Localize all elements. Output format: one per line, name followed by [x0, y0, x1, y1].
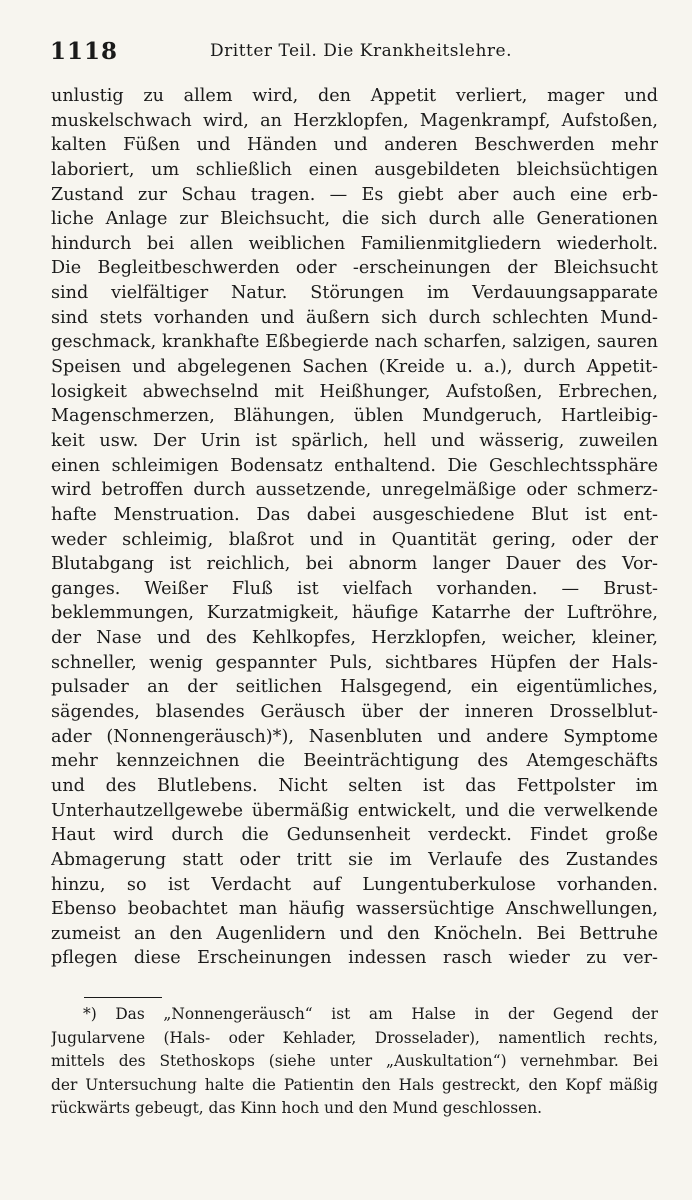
text-line: laboriert, um schließlich einen ausgebildeten bleichsüchtigen — [51, 159, 658, 180]
text-line: Magenschmerzen, Blähungen, üblen Mundgeruch, Hartleibig- — [51, 406, 658, 427]
text-line: kalten Füßen und Händen und anderen Beschwerden mehr — [51, 135, 658, 156]
footnote-line: der Untersuchung halte die Patientin den Hals gestreckt, den Kopf mäßig — [51, 1075, 658, 1094]
text-line: Ebenso beobachtet man häufig wassersüchtige Anschwellungen, — [51, 899, 658, 920]
text-line: und des Blutlebens. Nicht selten ist das Fettpolster im — [51, 775, 658, 796]
text-line: pflegen diese Erscheinungen indessen rasch wieder zu ver- — [51, 948, 658, 969]
text-line: liche Anlage zur Bleichsucht, die sich durch alle Generationen — [51, 209, 658, 230]
text-line: der Nase und des Kehlkopfes, Herzklopfen, weicher, kleiner, — [51, 628, 658, 649]
text-line: Zustand zur Schau tragen. — Es giebt aber auch eine erb- — [51, 184, 658, 205]
page-header — [50, 38, 650, 68]
footnote-divider — [84, 997, 162, 998]
text-line: beklemmungen, Kurzatmigkeit, häufige Katarrhe der Luftröhre, — [51, 603, 658, 624]
running-head: Dritter Teil. Die Krankheitslehre. — [210, 41, 512, 61]
text-line: wird betroffen durch aussetzende, unregelmäßige oder schmerz- — [51, 480, 658, 501]
text-line: hinzu, so ist Verdacht auf Lungentuberkulose vorhanden. — [51, 874, 658, 895]
footnote-line: rückwärts gebeugt, das Kinn hoch und den Mund geschlossen. — [51, 1099, 543, 1118]
text-line: keit usw. Der Urin ist spärlich, hell und wässerig, zuweilen — [51, 430, 658, 451]
text-line: einen schleimigen Bodensatz enthaltend. Die Geschlechtssphäre — [51, 455, 658, 476]
text-line: zumeist an den Augenlidern und den Knöcheln. Bei Bettruhe — [51, 923, 658, 944]
text-line: Unterhautzellgewebe übermäßig entwickelt, und die verwelkende — [51, 800, 658, 821]
text-line: Blutabgang ist reichlich, bei abnorm langer Dauer des Vor- — [51, 554, 658, 575]
text-line: losigkeit abwechselnd mit Heißhunger, Aufstoßen, Erbrechen, — [51, 381, 658, 402]
text-line: pulsader an der seitlichen Halsgegend, ein eigentümliches, — [51, 677, 658, 698]
text-line: sägendes, blasendes Geräusch über der inneren Drosselblut- — [51, 702, 658, 723]
text-line: ader (Nonnengeräusch)*), Nasenbluten und andere Symptome — [51, 726, 658, 747]
text-line: Abmagerung statt oder tritt sie im Verlaufe des Zustandes — [51, 849, 658, 870]
text-line: geschmack, krankhafte Eßbegierde nach scharfen, salzigen, sauren — [51, 332, 658, 353]
text-line: hindurch bei allen weiblichen Familienmitgliedern wiederholt. — [51, 233, 658, 254]
text-line: schneller, wenig gespannter Puls, sichtbares Hüpfen der Hals- — [51, 652, 658, 673]
text-line: ganges. Weißer Fluß ist vielfach vorhanden. — Brust- — [51, 578, 658, 599]
footnote-line: mittels des Stethoskops (siehe unter „Auskultation“) vernehmbar. Bei — [51, 1052, 658, 1071]
text-line: muskelschwach wird, an Herzklopfen, Magenkrampf, Aufstoßen, — [51, 110, 658, 131]
page-number: 1118 — [50, 38, 119, 65]
text-line: hafte Menstruation. Das dabei ausgeschiedene Blut ist ent- — [51, 504, 658, 525]
text-line: sind vielfältiger Natur. Störungen im Verdauungsapparate — [51, 283, 658, 304]
footnote-line: *) Das „Nonnengeräusch“ ist am Halse in der Gegend der — [83, 1005, 658, 1023]
text-line: Haut wird durch die Gedunsenheit verdeckt. Findet große — [51, 825, 658, 846]
text-line: sind stets vorhanden und äußern sich durch schlechten Mund- — [51, 307, 658, 328]
text-line: Die Begleitbeschwerden oder -erscheinungen der Bleichsucht — [51, 258, 658, 279]
text-line: Speisen und abgelegenen Sachen (Kreide u. a.), durch Appetit- — [51, 357, 658, 378]
text-line: weder schleimig, blaßrot und in Quantität gering, oder der — [51, 529, 658, 550]
footnote-line: Jugularvene (Hals- oder Kehlader, Drosselader), namentlich rechts, — [51, 1028, 658, 1047]
body-text — [51, 84, 658, 971]
text-line: mehr kennzeichnen die Beeinträchtigung des Atemgeschäfts — [51, 751, 658, 772]
footnote — [51, 1003, 658, 1121]
text-line: unlustig zu allem wird, den Appetit verliert, mager und — [51, 86, 658, 106]
